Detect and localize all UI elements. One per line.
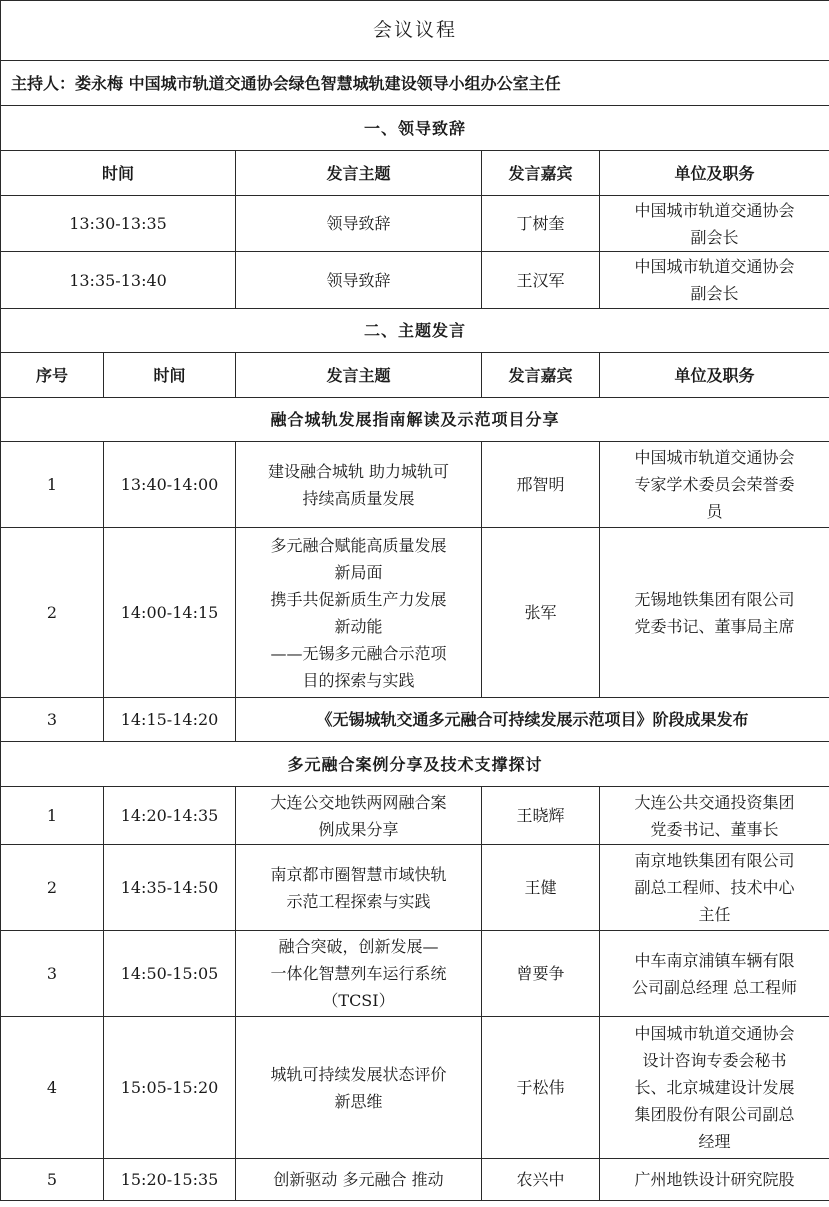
topic-cell: [236, 528, 482, 698]
speaker-cell: 王汉军: [482, 252, 600, 309]
org-line: 中车南京浦镇车辆有限: [634, 950, 795, 970]
topic-line: 建设融合城轨 助力城轨可: [267, 461, 450, 481]
speaker-cell: 于松伟: [482, 1017, 600, 1159]
topic-cell: 领导致辞: [236, 196, 482, 252]
header-time: 时间: [104, 353, 236, 398]
org-cell: [600, 252, 829, 309]
topic-line: 一体化智慧列车运行系统: [270, 964, 447, 983]
table-row: [1, 442, 829, 528]
time-cell: 13:35-13:40: [1, 252, 236, 309]
org-line: 广州地铁设计研究院股: [634, 1170, 795, 1189]
table-row: [1, 528, 829, 698]
org-line: 副会长: [690, 284, 739, 303]
table-row: [1, 1159, 829, 1201]
group-row: [1, 742, 829, 787]
host-line: 主持人：娄永梅 中国城市轨道交通协会绿色智慧城轨建设领导小组办公室主任: [1, 61, 829, 106]
header-speaker: 发言嘉宾: [482, 353, 600, 398]
header-topic: 发言主题: [236, 151, 482, 196]
org-cell: [600, 845, 829, 931]
header-org: 单位及职务: [600, 151, 829, 196]
org-cell: [600, 1159, 829, 1201]
group1-title: 融合城轨发展指南解读及示范项目分享: [1, 398, 829, 442]
topic-line: 城轨可持续发展状态评价: [270, 1064, 447, 1084]
header-time: 时间: [1, 151, 236, 196]
org-line: 中国城市轨道交通协会: [634, 448, 795, 467]
topic-line: 目的探索与实践: [302, 670, 415, 690]
org-cell: [600, 787, 829, 845]
org-cell: [600, 442, 829, 528]
header-row: [1, 151, 829, 196]
org-line: 经理: [698, 1132, 731, 1151]
org-cell: [600, 196, 829, 252]
topic-line: ——无锡多元融合示范项: [270, 643, 447, 663]
table-row: [1, 1017, 829, 1159]
header-row: [1, 353, 829, 398]
table-row: [1, 698, 829, 742]
host-row: [1, 61, 829, 106]
time-cell: 13:30-13:35: [1, 196, 236, 252]
no-cell: 3: [1, 698, 104, 742]
topic-line: 例成果分享: [318, 819, 399, 839]
no-cell: 3: [1, 931, 104, 1017]
no-cell: 2: [1, 528, 104, 698]
table-row: [1, 252, 829, 309]
org-line: 员: [706, 502, 723, 521]
section-row: [1, 106, 829, 151]
topic-line: 新思维: [334, 1091, 383, 1111]
org-line: 副会长: [690, 227, 739, 247]
speaker-cell: 王健: [482, 845, 600, 931]
org-line: 中国城市轨道交通协会: [634, 257, 795, 276]
org-line: 主任: [698, 905, 731, 924]
no-cell: 1: [1, 787, 104, 845]
org-cell: [600, 931, 829, 1017]
org-line: 副总工程师、技术中心: [634, 878, 795, 897]
table-row: [1, 845, 829, 931]
topic-cell: [236, 1159, 482, 1201]
org-line: 大连公共交通投资集团: [634, 792, 795, 812]
section1-title: 一、领导致辞: [1, 106, 829, 151]
org-line: 党委书记、董事长: [650, 819, 779, 839]
table-row: [1, 196, 829, 252]
no-cell: 5: [1, 1159, 104, 1201]
org-line: 集团股份有限公司副总: [634, 1105, 795, 1124]
group-row: [1, 398, 829, 442]
speaker-cell: 邢智明: [482, 442, 600, 528]
speaker-cell: 曾要争: [482, 931, 600, 1017]
time-cell: 14:20-14:35: [104, 787, 236, 845]
release-cell: 《无锡城轨交通多元融合可持续发展示范项目》阶段成果发布: [236, 698, 829, 742]
org-cell: [600, 1017, 829, 1159]
time-cell: 14:35-14:50: [104, 845, 236, 931]
topic-line: 新动能: [334, 616, 383, 636]
topic-line: 新局面: [334, 562, 383, 582]
topic-line: 携手共促新质生产力发展: [270, 589, 447, 609]
topic-line: 南京都市圈智慧市域快轨: [270, 864, 447, 884]
no-cell: 2: [1, 845, 104, 931]
speaker-cell: 丁树奎: [482, 196, 600, 252]
topic-cell: [236, 442, 482, 528]
topic-line: 创新驱动 多元融合 推动: [273, 1170, 444, 1189]
time-cell: 15:20-15:35: [104, 1159, 236, 1201]
header-no: 序号: [1, 353, 104, 398]
table-row: [1, 931, 829, 1017]
org-cell: [600, 528, 829, 698]
time-cell: 15:05-15:20: [104, 1017, 236, 1159]
topic-cell: [236, 931, 482, 1017]
section-row: [1, 309, 829, 353]
time-cell: 14:50-15:05: [104, 931, 236, 1017]
topic-cell: [236, 845, 482, 931]
topic-line: 融合突破，创新发展—: [278, 937, 439, 956]
time-cell: 14:00-14:15: [104, 528, 236, 698]
topic-line: （TCSI）: [322, 991, 395, 1010]
topic-cell: [236, 1017, 482, 1159]
header-org: 单位及职务: [600, 353, 829, 398]
org-line: 中国城市轨道交通协会: [634, 200, 795, 220]
org-line: 南京地铁集团有限公司: [634, 851, 795, 870]
topic-line: 持续高质量发展: [302, 488, 415, 508]
topic-cell: [236, 787, 482, 845]
org-line: 党委书记、董事局主席: [634, 616, 795, 636]
time-cell: 13:40-14:00: [104, 442, 236, 528]
org-line: 专家学术委员会荣誉委: [634, 475, 795, 494]
header-topic: 发言主题: [236, 353, 482, 398]
time-cell: 14:15-14:20: [104, 698, 236, 742]
title-row: [1, 1, 829, 61]
topic-cell: 领导致辞: [236, 252, 482, 309]
speaker-cell: 王晓辉: [482, 787, 600, 845]
header-speaker: 发言嘉宾: [482, 151, 600, 196]
table-row: [1, 787, 829, 845]
no-cell: 4: [1, 1017, 104, 1159]
org-line: 公司副总经理 总工程师: [631, 977, 798, 997]
org-line: 中国城市轨道交通协会: [634, 1024, 795, 1043]
topic-line: 多元融合赋能高质量发展: [270, 535, 447, 555]
agenda-title: 会议议程: [1, 1, 829, 61]
org-line: 长、北京城建设计发展: [634, 1078, 795, 1097]
speaker-cell: 农兴中: [482, 1159, 600, 1201]
topic-line: 示范工程探索与实践: [286, 891, 431, 911]
org-line: 设计咨询专委会秘书: [642, 1051, 787, 1070]
no-cell: 1: [1, 442, 104, 528]
group2-title: 多元融合案例分享及技术支撑探讨: [1, 742, 829, 787]
org-line: 无锡地铁集团有限公司: [634, 589, 795, 609]
section2-title: 二、主题发言: [1, 309, 829, 353]
speaker-cell: 张军: [482, 528, 600, 698]
topic-line: 大连公交地铁两网融合案: [270, 792, 447, 812]
